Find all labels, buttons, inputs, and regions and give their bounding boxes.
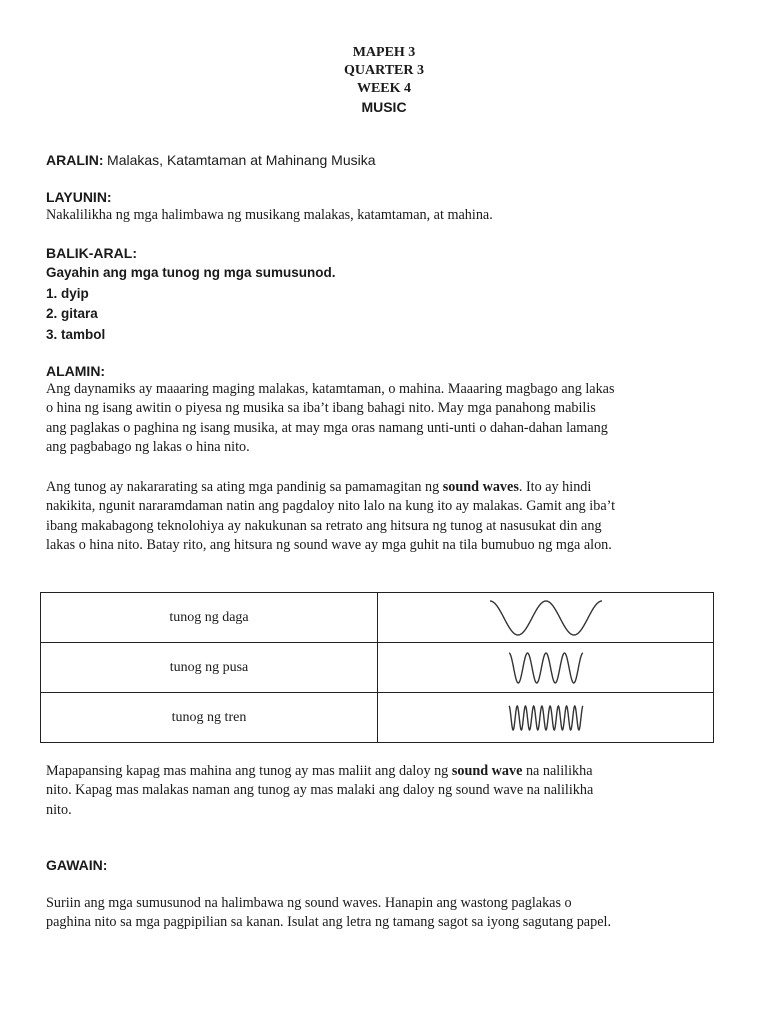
list-item: 1. dyip xyxy=(46,285,89,301)
gawain-paragraph xyxy=(46,894,726,933)
text-line: lakas o hina nito. Batay rito, ang hitsura ng sound wave ay mga guhit na tila bumubuo ng mga alon. xyxy=(46,536,612,553)
sound-label: tunog ng pusa xyxy=(41,643,378,693)
text-line: ibang makabagong teknolohiya ay nakukunan sa retrato ang hitsura ng tunog at nasusukat din ang xyxy=(46,517,602,534)
alamin-paragraph-2 xyxy=(46,478,726,555)
list-item: 3. tambol xyxy=(46,326,106,342)
wave-fast xyxy=(486,696,606,740)
text-run: . Ito ay hindi xyxy=(518,479,592,495)
text-line: nito. xyxy=(46,801,72,818)
document-header xyxy=(0,44,768,116)
wave-cell xyxy=(378,643,714,693)
sound-wave-line xyxy=(509,706,583,730)
wave-slow xyxy=(486,596,606,640)
text-line: nakikita, ngunit nararamdaman natin ang pagdaloy nito lalo na kung ito ay malakas. Gamit ang iba’t xyxy=(46,498,616,515)
topic-title: MUSIC xyxy=(361,99,407,115)
aralin-section xyxy=(46,151,726,171)
text-line: Ang daynamiks ay maaaring maging malakas, katamtaman, o mahina. Maaaring magbago ang lakas xyxy=(46,381,615,397)
layunin-text: Nakalilikha ng mga halimbawa ng musikang malakas, katamtaman, at mahina. xyxy=(46,207,493,223)
text-run: Ang tunog ay nakararating sa ating mga pandinig sa pamamagitan ng xyxy=(46,479,443,495)
gawain-heading: GAWAIN: xyxy=(46,857,108,873)
text-line: nito. Kapag mas malakas naman ang tunog ay mas malaki ang daloy ng sound wave na nalilikha xyxy=(46,782,594,799)
wave-medium xyxy=(486,646,606,690)
aralin-value: Malakas, Katamtaman at Mahinang Musika xyxy=(107,152,376,168)
balik-aral-heading: BALIK-ARAL: xyxy=(46,245,137,261)
layunin-section xyxy=(46,188,726,225)
aralin-label: ARALIN: xyxy=(46,152,104,168)
table-row xyxy=(41,593,714,643)
alamin-paragraph-1 xyxy=(46,380,726,457)
wave-cell xyxy=(378,693,714,743)
sound-label: tunog ng daga xyxy=(41,593,378,643)
text-line: Suriin ang mga sumusunod na halimbawa ng sound waves. Hanapin ang wastong paglakas o xyxy=(46,895,572,911)
alamin-section xyxy=(46,362,726,457)
week-title: WEEK 4 xyxy=(356,81,412,96)
table-row xyxy=(41,643,714,693)
text-line xyxy=(46,762,726,781)
sound-wave-term: sound wave xyxy=(451,763,523,779)
table-row xyxy=(41,693,714,743)
text-line: o hina ng isang awitin o piyesa ng musika sa iba’t ibang bahagi nito. May mga panahong mabilis xyxy=(46,400,596,417)
balik-aral-section xyxy=(46,244,726,345)
sound-wave-line xyxy=(509,653,583,683)
mapapansin-paragraph xyxy=(46,762,726,820)
sound-waves-term: sound waves xyxy=(442,479,519,495)
text-run: Mapapansing kapag mas mahina ang tunog ay mas maliit ang daloy ng xyxy=(46,763,452,779)
sound-label: tunog ng tren xyxy=(41,693,378,743)
sound-wave-line xyxy=(490,601,602,635)
layunin-heading: LAYUNIN: xyxy=(46,189,112,205)
wave-cell xyxy=(378,593,714,643)
text-run: na nalilikha xyxy=(522,763,593,779)
list-item: 2. gitara xyxy=(46,306,98,321)
sound-wave-table xyxy=(40,592,714,743)
quarter-title: QUARTER 3 xyxy=(343,63,424,78)
subject-title: MAPEH 3 xyxy=(352,45,416,60)
balik-aral-instruction: Gayahin ang mga tunog ng mga sumusunod. xyxy=(46,265,336,280)
text-line: ang paglakas o paghina ng isang musika, at may mga oras namang unti-unti o dahan-dahan lamang xyxy=(46,419,608,436)
text-line xyxy=(46,478,726,497)
text-line: paghina nito sa mga pagpipilian sa kanan. Isulat ang letra ng tamang sagot sa iyong sagutang papel. xyxy=(46,914,611,931)
alamin-heading: ALAMIN: xyxy=(46,363,106,379)
text-line: ang pagbabago ng lakas o hina nito. xyxy=(46,438,250,455)
